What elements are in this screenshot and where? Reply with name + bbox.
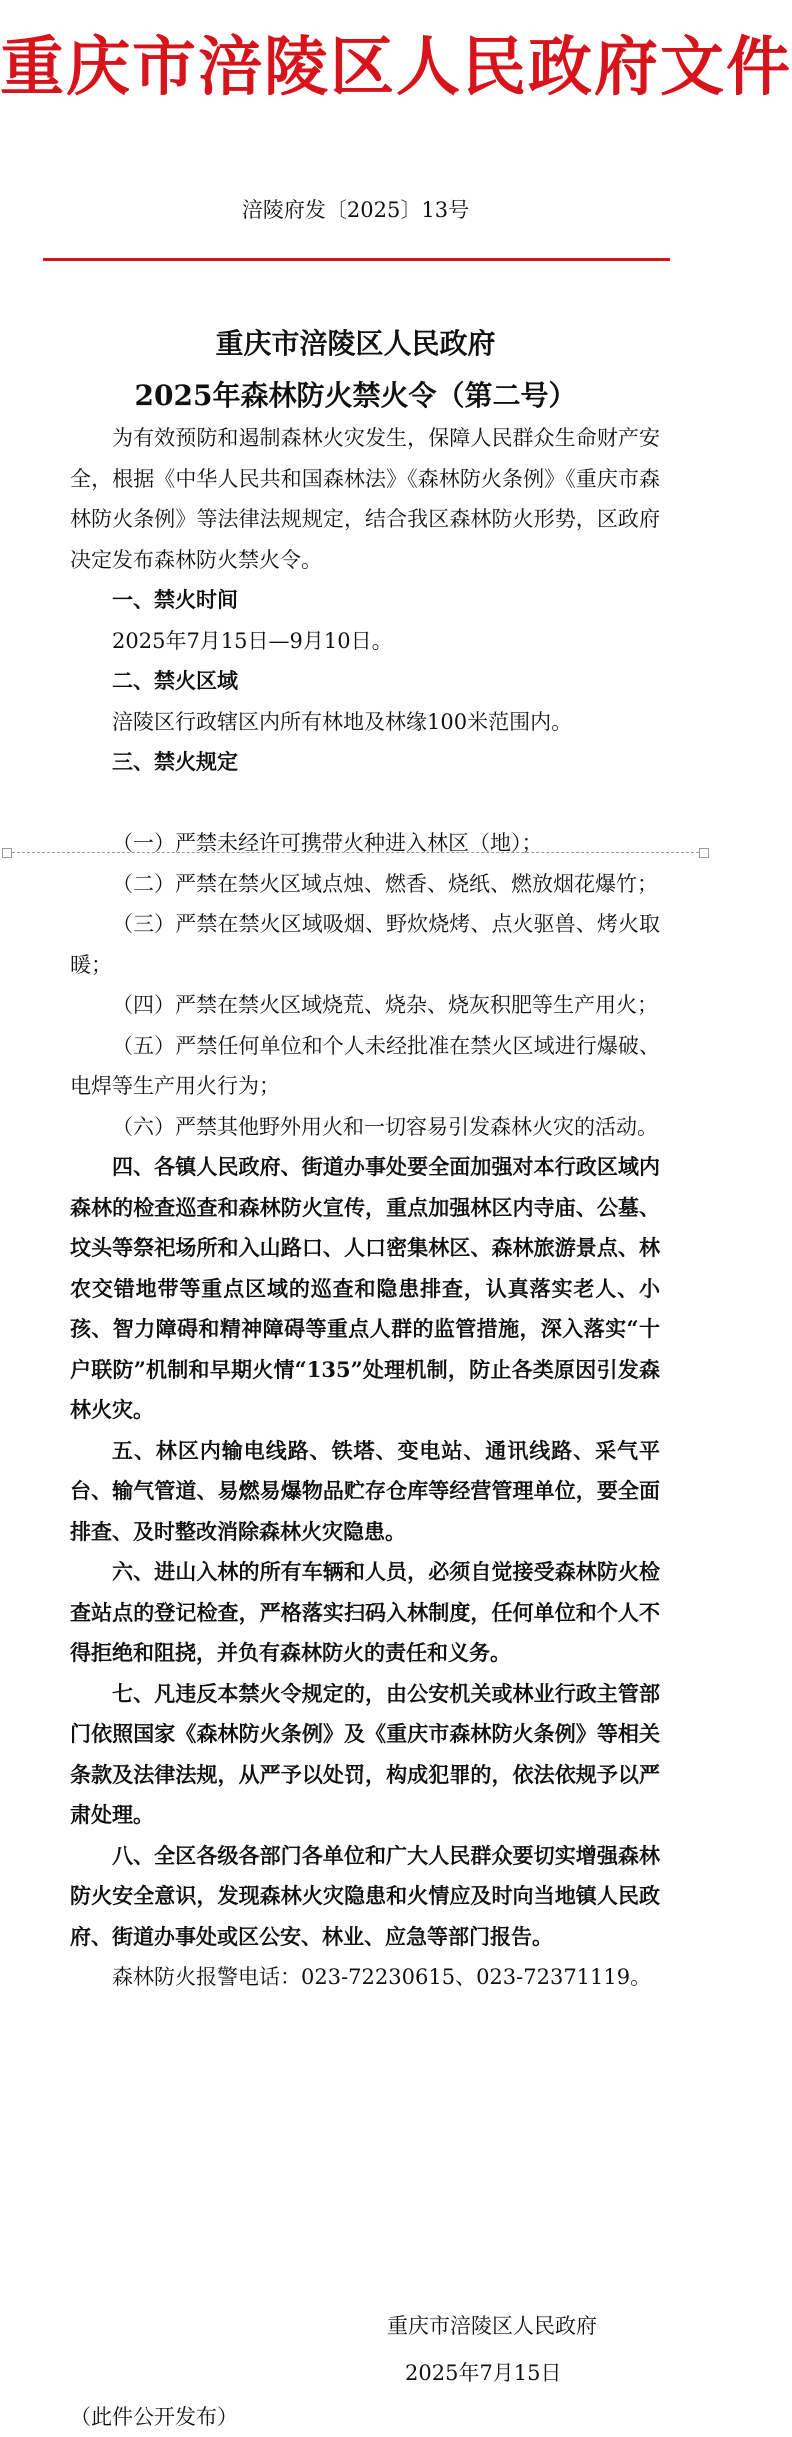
section-8-number: 八、 — [112, 1842, 155, 1868]
section-7-number: 七、 — [112, 1680, 155, 1706]
section-5-paragraph — [70, 1431, 660, 1553]
section-8-paragraph — [70, 1836, 660, 1958]
section-3-spacer — [70, 783, 660, 824]
section-8-text: 全区各级各部门各单位和广大人民群众要切实增强森林防火安全意识，发现森林火灾隐患和火情应及时向当地镇人民政府、街道办事处或区公安、林业、应急等部门报告。 — [70, 1842, 661, 1949]
signature-date: 2025年7月15日 — [405, 2361, 562, 2385]
rule-item-6: （六）严禁其他野外用火和一切容易引发森林火灾的活动。 — [112, 1114, 658, 1139]
section-7-paragraph — [70, 1674, 660, 1836]
rule-item-3: （三）严禁在禁火区域吸烟、野炊烧烤、点火驱兽、烤火取暖； — [70, 912, 660, 977]
section-1-heading: 一、禁火时间 — [112, 588, 238, 612]
rule-item-4: （四）严禁在禁火区域烧荒、烧杂、烧灰积肥等生产用火； — [112, 993, 658, 1017]
section-3-heading: 三、禁火规定 — [112, 750, 238, 774]
section-7-text: 凡违反本禁火令规定的，由公安机关或林业行政主管部门依照国家《森林防火条例》及《重庆市森林防火条例》等相关条款及法律法规，从严予以处罚，构成犯罪的，依法依规予以严肃处理。 — [70, 1680, 661, 1827]
document-body — [70, 418, 660, 1998]
section-6-paragraph — [70, 1552, 660, 1674]
section-2-text: 涪陵区行政辖区内所有林地及林缘100米范围内。 — [112, 709, 573, 734]
hotline-text: 森林防火报警电话：023-72230615、023-72371119。 — [112, 1965, 652, 1989]
section-4-text: 各镇人民政府、街道办事处要全面加强对本行政区域内森林的检查巡查和森林防火宣传，重点加强林区内寺庙、公墓、坟头等祭祀场所和入山路口、人口密集林区、森林旅游景点、林农交错地带等重点区域的巡查和隐患排查，认真落实老人、小孩、智力障碍和精神障碍等重点人群的监管措施，深入落实“十户联防”机制和早期火情“135”处理机制，防止各类原因引发森林火灾。 — [70, 1154, 661, 1422]
signature-organization: 重庆市涪陵区人民政府 — [387, 2314, 597, 2338]
section-2-heading: 二、禁火区域 — [112, 669, 238, 693]
document-header-title: 重庆市涪陵区人民政府文件 — [0, 30, 792, 105]
section-4-number: 四、 — [112, 1154, 155, 1179]
document-title-line-2: 2025年森林防火禁火令（第二号） — [134, 379, 577, 412]
rule-item-5: （五）严禁任何单位和个人未经批准在禁火区域进行爆破、电焊等生产用火行为； — [70, 1033, 660, 1098]
document-number: 涪陵府发〔2025〕13号 — [241, 198, 470, 222]
section-1-text: 2025年7月15日—9月10日。 — [112, 628, 393, 653]
rule-item-2: （二）严禁在禁火区域点烛、燃香、烧纸、燃放烟花爆竹； — [112, 871, 658, 896]
document-title — [0, 318, 711, 422]
section-5-text: 林区内输电线路、铁塔、变电站、通讯线路、采气平台、输气管道、易燃易爆物品贮存仓库等经营管理单位，要全面排查、及时整改消除森林火灾隐患。 — [70, 1437, 661, 1544]
fold-marker-left — [2, 848, 12, 858]
rule-item-1: （一）严禁未经许可携带火种进入林区（地）； — [112, 831, 543, 855]
section-5-number: 五、 — [112, 1437, 156, 1463]
section-4-paragraph — [70, 1147, 660, 1431]
intro-paragraph: 为有效预防和遏制森林火灾发生，保障人民群众生命财产安全，根据《中华人民共和国森林法》《森林防火条例》《重庆市森林防火条例》等法律法规规定，结合我区森林防火形势，区政府决定发布森林防火禁火令。 — [70, 426, 660, 572]
public-release-note: （此件公开发布） — [70, 2405, 238, 2429]
section-6-text: 进山入林的所有车辆和人员，必须自觉接受森林防火检查站点的登记检查，严格落实扫码入林制度，任何单位和个人不得拒绝和阻挠，并负有森林防火的责任和义务。 — [70, 1559, 661, 1665]
fold-marker-right — [699, 848, 709, 858]
document-title-line-1: 重庆市涪陵区人民政府 — [215, 327, 496, 360]
red-divider — [43, 258, 670, 261]
section-6-number: 六、 — [112, 1559, 155, 1584]
